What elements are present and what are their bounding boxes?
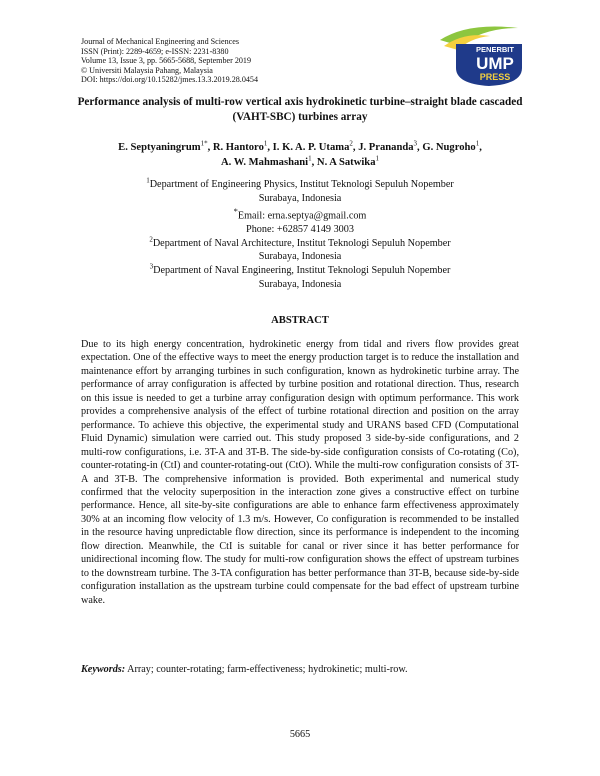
corresponding-email: *Email: erna.septya@gmail.com [233, 206, 367, 222]
author-name: J. Prananda [358, 142, 414, 153]
keywords [81, 664, 519, 675]
author-name: I. K. A. P. Utama [272, 142, 350, 153]
authors [60, 140, 540, 170]
author-name: E. Septyaningrum [118, 142, 201, 153]
corresponding-phone: Phone: +62857 4149 3003 [246, 224, 354, 236]
author-sup: 1 [475, 139, 480, 148]
author-name: N. A Satwika [316, 157, 376, 168]
journal-doi: DOI: https://doi.org/10.15282/jmes.13.3.2019.28.0454 [81, 75, 259, 85]
author-sup: 2 [349, 139, 353, 148]
author-name: A. W. Mahmashani [220, 157, 309, 168]
page-number: 5665 [289, 729, 311, 740]
author-sup: 1 [308, 154, 312, 163]
affiliation-2: $^2$Department of Naval Architecture, Institut Teknologi Sepuluh Nopember [149, 235, 451, 249]
logo-line2: UMP [476, 54, 514, 73]
author-sup: 3 [413, 139, 418, 148]
affiliations [60, 178, 540, 291]
keywords-text: Array; counter-rotating; farm-effectiveness; hydrokinetic; multi-row. [127, 664, 408, 675]
affiliation-1: $^1$Department of Engineering Physics, Institut Teknologi Sepuluh Nopember [146, 176, 454, 190]
penerbit-ump-logo [438, 20, 524, 88]
affiliation-1-city: Surabaya, Indonesia [258, 192, 342, 204]
journal-info [81, 37, 258, 85]
logo-line3: PRESS [479, 72, 511, 82]
author-sup: 1* [200, 139, 208, 148]
journal-name: Journal of Mechanical Engineering and Sciences [81, 37, 239, 46]
author-sup: 1 [263, 139, 268, 148]
paper-title: Performance analysis of multi-row vertical axis hydrokinetic turbine–straight blade cascaded (VAHT-SBC) turbines array [77, 96, 523, 123]
keywords-label: Keywords: [81, 664, 126, 675]
author-sup: 1 [375, 154, 379, 163]
journal-volume: Volume 13, Issue 3, pp. 5665-5688, September 2019 [81, 56, 252, 66]
affiliation-3: $^3$Department of Naval Engineering, Institut Teknologi Sepuluh Nopember [149, 262, 451, 276]
authors-line-1: E. Septyaningrum$^{1*}$, R. Hantoro$^1$, I. K. A. P. Utama$^2$, J. Prananda$^3$, G. Nugroho$^1$, [118, 139, 482, 153]
author-name: R. Hantoro [212, 142, 264, 153]
logo-line1: PENERBIT [476, 45, 514, 54]
authors-line-2: A. W. Mahmashani$^1$, N. A Satwika$^1$ [220, 154, 379, 168]
journal-issn: ISSN (Print): 2289-4659; e-ISSN: 2231-8380 [81, 46, 229, 56]
journal-copyright: © Universiti Malaysia Pahang, Malaysia [81, 65, 213, 75]
author-name: G. Nugroho [422, 142, 476, 153]
affiliation-3-city: Surabaya, Indonesia [258, 278, 342, 290]
abstract-heading: ABSTRACT [271, 315, 329, 326]
affiliation-2-city: Surabaya, Indonesia [258, 251, 342, 263]
abstract-body: Due to its high energy concentration, hydrokinetic energy from tidal and rivers flow provides great expectation. One of the effective ways to meet the energy production target is to reduce the installation and maintenance effort by arranging turbines in such configuration, known as hydrokinetic turbine array. The performance of array configuration is affected by turbine position and rotational direction. Thus, research on this issue is needed to get a turbine array configuration design with optimum performance. This work provides a comprehensive analysis of the effect of turbine rotational direction and position on the array performance. To achieve this objective, the experimental study and URANS based CFD (Computational Fluid Dynamic) simulation were carried out. This study proposed 3 side-by-side configurations, and 2 multi-row configurations, i.e. 3T-A and 3T-B. The side-by-side configuration consists of Co-rotating (Co), counter-rotating-in (CtI) and counter-rotating-out (CtO). While the multi-row configuration consists of 3T-A and 3T-B. The comprehensive information is provided. Both experimental and numerical study confirmed that the velocity superposition in the interaction zone gives a constructive effect on turbine performance. Hence, all site-by-site configurations are able to enhance farm effectiveness approximately 30% at an incoming flow velocity of 1.3 m/s. However, Co configuration is recommended to be installed in the resource having unpredictable flow direction, since its performance is independent to the incoming flow direction. Meanwhile, the CtI is suitable for canal or river since it has better performance for unidirectional incoming flow. The study for multi-row configuration shows the effect of upstream turbines to the downstream turbine. The 3-TA configuration has better performance than 3T-B, because side-by-side configuration installation as the upstream turbine could compensate for the bad effect of upstream turbine wake. [81, 339, 519, 606]
